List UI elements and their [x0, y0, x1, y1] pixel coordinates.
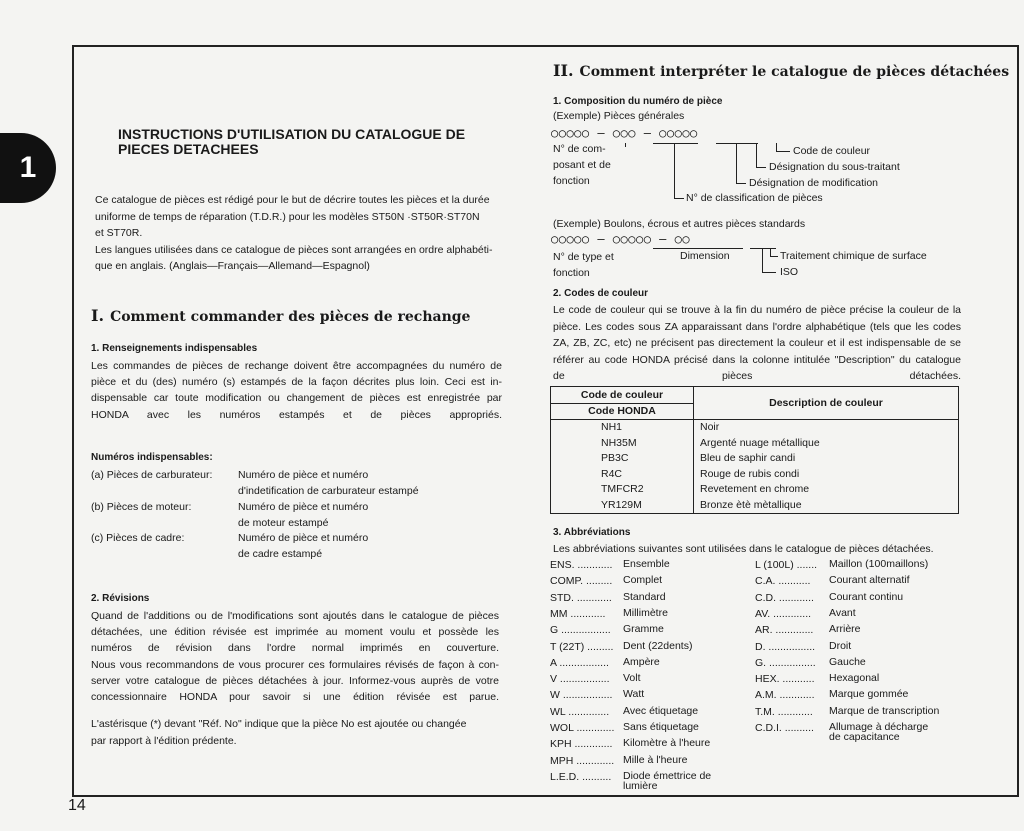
example-1-label: (Exemple) Pièces générales	[553, 110, 685, 122]
diagram-line	[776, 143, 777, 151]
abbreviation-meaning: Volt	[623, 672, 641, 685]
color-code-cell: NH35M	[551, 436, 694, 452]
diagram-1-left-line: fonction	[553, 175, 590, 187]
subsection-2-line: Quand de l'additions ou de l'modifications sont ajoutés dans le catalogue de pièces	[91, 610, 499, 622]
composition-title: 1. Composition du numéro de pièce	[553, 96, 723, 107]
abbreviation-meaning: Ensemble	[623, 558, 670, 570]
diagram-1-label: Code de couleur	[793, 145, 871, 157]
asterisk-line: L'astérisque (*) devant "Réf. No" indique que la pièce No est ajoutée ou changée	[91, 718, 467, 730]
diagram-line	[770, 256, 778, 257]
color-code-cell: R4C	[551, 467, 694, 483]
subsection-1-line: Les commandes de pièces de rechange doivent être accompagnées du numéro de	[91, 360, 502, 372]
abbreviation-meaning: Gramme	[623, 623, 664, 636]
abbreviation-meaning: Ampère	[623, 655, 660, 668]
color-table-header-description: Description de couleur	[694, 387, 959, 420]
color-description-cell: Rouge de rubis condi	[694, 467, 959, 483]
abbreviation-meaning: Hexagonal	[829, 672, 880, 685]
abbreviation-meaning: Maillon (100maillons)	[829, 558, 929, 570]
abbreviation-code: G .................	[550, 624, 611, 637]
abbreviation-code: AV. .............	[755, 607, 812, 620]
color-codes-line: ZA, ZB, ZC, etc) ne précisent pas directement la couleur et il est indispensable de se	[553, 337, 961, 350]
color-description-cell: Revetement en chrome	[694, 482, 959, 498]
subsection-1-line: HONDA avec les numéros estampés et de pièces appropriés.	[91, 408, 502, 421]
page-number: 14	[68, 797, 86, 814]
color-codes-title: 2. Codes de couleur	[553, 288, 649, 299]
asterisk-line: par rapport à l'édition prédente.	[91, 735, 237, 747]
section-2-title: Comment interpréter le catalogue de pièces détachées	[579, 64, 1010, 80]
color-codes-line: de pièces détachées.	[553, 370, 961, 383]
diagram-2-left-line: N° de type et	[553, 251, 614, 263]
diagram-2-dimension-label: Dimension	[680, 250, 730, 262]
abbreviation-code: G. ................	[755, 656, 816, 669]
abbreviation-meaning: Courant continu	[829, 590, 904, 603]
subsection-2-line: Nous vous recommandons de vous procurer ces formulaires révisés de façon à con-	[91, 658, 499, 671]
abbreviation-code: C.A. ...........	[755, 575, 811, 588]
intro-line: et ST70R.	[95, 227, 143, 239]
color-table-row	[551, 498, 959, 514]
color-table-row	[551, 420, 959, 436]
color-description-cell: Bleu de saphir candi	[694, 451, 959, 467]
abbreviation-meaning: Marque de transcription	[829, 704, 940, 717]
subsection-1-line: pièce et du (des) numéro (s) estampés de la façon décrites plus loin. Ceci est in-	[91, 376, 502, 389]
abbreviation-code: AR. .............	[755, 624, 814, 637]
color-codes-line: pièce. Les codes sous ZA apparaissant dans l'ordre alphabétique (tels que les codes	[553, 320, 961, 333]
abbreviation-code: L (100L) .......	[755, 559, 818, 571]
section-1-title: Comment commander des pièces de rechange	[110, 309, 471, 325]
diagram-line	[653, 143, 698, 144]
diagram-2-label: ISO	[780, 266, 799, 278]
diagram-1-label: Désignation de modification	[749, 177, 878, 189]
abbreviation-meaning: Kilomètre à l'heure	[623, 737, 711, 750]
color-code-cell: YR129M	[551, 498, 694, 514]
abbreviation-code: KPH .............	[550, 738, 613, 751]
intro-line: que en anglais. (Anglais—Français—Allemand—Espagnol)	[95, 260, 370, 272]
diagram-1-left-line: posant et de	[553, 159, 611, 171]
numero-description: d'indetification de carburateur estampé	[238, 485, 419, 497]
diagram-line	[625, 143, 626, 147]
example-2-label: (Exemple) Boulons, écrous et autres pièces standards	[553, 218, 806, 230]
diagram-line	[756, 167, 766, 168]
color-table-header-code-line2: Code HONDA	[588, 405, 656, 417]
abbreviations-intro: Les abbréviations suivantes sont utilisées dans le catalogue de pièces détachées.	[553, 543, 934, 555]
numero-description: de cadre estampé	[238, 548, 323, 560]
abbreviation-meaning: Standard	[623, 590, 666, 603]
diagram-1-label: N° de classification de pièces	[686, 192, 823, 204]
diagram-line	[762, 272, 776, 273]
color-description-cell: Noir	[694, 420, 959, 436]
diagram-line	[736, 143, 737, 183]
page-title: INSTRUCTIONS D'UTILISATION DU CATALOGUE DE PIECES DETACHEES	[118, 126, 466, 157]
abbreviation-meaning: Diode émettrice de	[623, 769, 712, 782]
color-code-cell: TMFCR2	[551, 482, 694, 498]
section-1-numeral: I.	[91, 306, 105, 325]
abbreviation-code: C.D.I. ..........	[755, 722, 814, 734]
subsection-2-line: concessionnaire HONDA pour savoir si une édition révisée est parue.	[91, 691, 499, 703]
color-table-row	[551, 467, 959, 483]
subsection-2-line: server votre catalogue de pièces détachées à jour. Informez-vous auprès de votre	[91, 674, 499, 687]
abbreviation-meaning: Droit	[829, 639, 852, 652]
diagram-line	[750, 248, 776, 249]
abbreviation-code: A.M. ............	[755, 689, 815, 702]
diagram-line	[674, 198, 684, 199]
color-table-row	[551, 436, 959, 452]
abbreviation-code: HEX. ...........	[755, 673, 815, 686]
diagram-line	[770, 248, 771, 256]
diagram-1-left-line: N° de com-	[553, 143, 606, 155]
color-code-table	[550, 386, 959, 514]
abbreviation-code: C.D. ............	[755, 591, 814, 604]
color-table-header-code	[551, 387, 694, 420]
diagram-2-label: Traitement chimique de surface	[780, 250, 927, 262]
numero-label: (b) Pièces de moteur:	[91, 501, 192, 513]
abbreviation-meaning: lumière	[623, 779, 658, 792]
color-table-header-code-line1: Code de couleur	[551, 388, 693, 404]
diagram-2-left-line: fonction	[553, 267, 590, 279]
abbreviation-code: MPH .............	[550, 754, 615, 767]
abbreviation-meaning: Dent (22dents)	[623, 639, 693, 652]
numero-label: (c) Pièces de cadre:	[91, 532, 185, 544]
abbreviations-title: 3. Abbréviations	[553, 527, 631, 538]
section-1-heading	[91, 306, 470, 325]
color-codes-line: Le code de couleur qui se trouve à la fin du numéro de pièce précise la couleur de la	[553, 304, 961, 316]
section-2-numeral: II.	[553, 61, 574, 80]
abbreviation-meaning: Mille à l'heure	[623, 753, 688, 766]
abbreviation-meaning: Millimètre	[623, 606, 668, 619]
section-2-heading	[553, 61, 1009, 80]
numero-description: Numéro de pièce et numéro	[238, 501, 369, 513]
subsection-2-line: numéros de révision dans l'ordre normal imprimés en couverture.	[91, 642, 499, 655]
abbreviation-code: V .................	[550, 673, 610, 686]
abbreviation-code: T.M. ............	[755, 705, 813, 718]
numero-label: (a) Pièces de carburateur:	[91, 469, 213, 481]
color-code-cell: NH1	[551, 420, 694, 436]
abbreviation-code: WL ..............	[550, 705, 610, 718]
numero-description: Numéro de pièce et numéro	[238, 532, 369, 544]
intro-line: uniforme de temps de réparation (T.D.R.) pour les modèles ST50N ·ST50R·ST70N	[95, 210, 480, 223]
color-table-row	[551, 482, 959, 498]
abbreviation-code: W .................	[550, 689, 613, 702]
abbreviation-meaning: Watt	[623, 688, 645, 701]
subsection-2-line: détachées, une édition révisée est imprimée au moment voulu et possède les	[91, 626, 499, 639]
abbreviation-meaning: Gauche	[829, 655, 866, 668]
abbreviation-code: A .................	[550, 656, 609, 669]
abbreviation-code: WOL .............	[550, 722, 615, 734]
abbreviation-meaning: Allumage à décharge	[829, 721, 929, 733]
abbreviation-code: L.E.D. ..........	[550, 770, 612, 783]
abbreviation-code: MM ............	[550, 607, 606, 620]
diagram-line	[762, 248, 763, 272]
abbreviation-meaning: Courant alternatif	[829, 574, 910, 587]
color-description-cell: Bronze ètè mètallique	[694, 498, 959, 514]
numero-description: de moteur estampé	[238, 517, 329, 529]
color-table-row	[551, 451, 959, 467]
diagram-line	[653, 248, 743, 249]
numero-description: Numéro de pièce et numéro	[238, 469, 369, 481]
abbreviation-meaning: Avant	[829, 606, 856, 619]
intro-line: Ce catalogue de pièces est rédigé pour le but de décrire toutes les pièces et la durée	[95, 194, 490, 206]
diagram-line	[674, 143, 675, 198]
numeros-title: Numéros indispensables:	[91, 452, 213, 463]
part-number-pattern-1: ○○○○○ – ○○○ – ○○○○○	[551, 126, 698, 140]
abbreviation-meaning: de capacitance	[829, 731, 900, 743]
color-description-cell: Argenté nuage métallique	[694, 436, 959, 452]
diagram-line	[736, 183, 746, 184]
chapter-tab	[0, 133, 56, 203]
abbreviation-code: D. ................	[755, 640, 816, 653]
subsection-2-title: 2. Révisions	[91, 593, 150, 604]
abbreviation-code: STD. ............	[550, 591, 612, 604]
color-code-cell: PB3C	[551, 451, 694, 467]
chapter-number: 1	[19, 151, 37, 184]
abbreviation-code: COMP. .........	[550, 575, 613, 588]
abbreviation-meaning: Complet	[623, 574, 663, 587]
intro-line: Les langues utilisées dans ce catalogue de pièces sont arrangées en ordre alphabéti-	[95, 243, 493, 256]
abbreviation-code: T (22T) .........	[550, 640, 614, 653]
subsection-1-title: 1. Renseignements indispensables	[91, 343, 258, 354]
diagram-line	[756, 143, 757, 167]
abbreviation-meaning: Avec étiquetage	[623, 704, 699, 717]
color-codes-line: référer au code HONDA précisé dans la colonne intitulée "Description" du catalogue	[553, 353, 961, 366]
abbreviation-code: ENS. ............	[550, 559, 613, 571]
abbreviation-meaning: Arrière	[829, 623, 861, 636]
subsection-1-line: dispensable car toute modification ou changement de pièces est enregistrée par	[91, 392, 502, 405]
abbreviation-meaning: Marque gommée	[829, 688, 909, 701]
diagram-line	[716, 143, 758, 144]
part-number-pattern-2: ○○○○○ – ○○○○○ – ○○	[551, 232, 691, 246]
diagram-1-label: Désignation du sous-traitant	[769, 161, 900, 173]
diagram-line	[776, 151, 790, 152]
abbreviation-meaning: Sans étiquetage	[623, 721, 699, 733]
